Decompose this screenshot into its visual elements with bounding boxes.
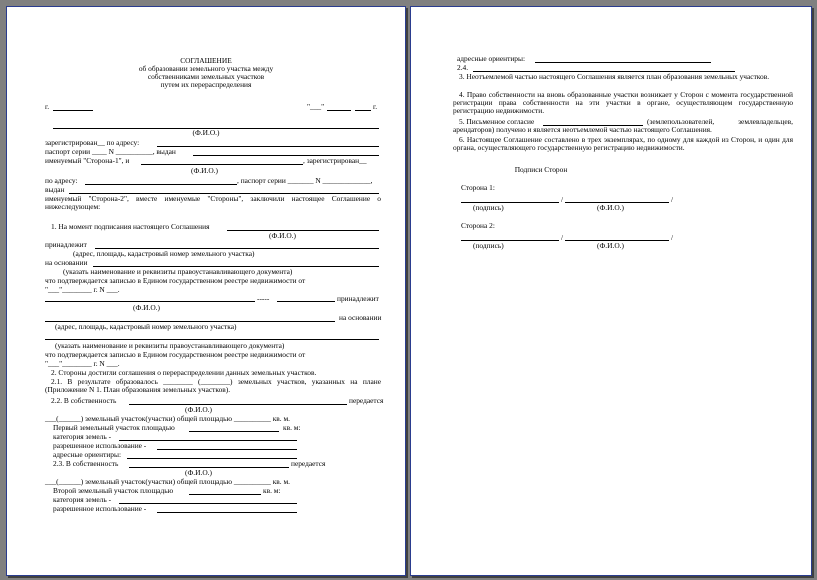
fio-note-3: (Ф.И.О.)	[269, 231, 296, 240]
second-parcel: Второй земельный участок площадью	[53, 486, 174, 495]
section-5-start: 5. Письменное согласие	[459, 117, 535, 126]
issued-label: выдан	[45, 185, 65, 194]
section-3: 3. Неотъемлемой частью настоящего Соглашения является план образования земельных участков.	[459, 72, 770, 81]
belongs-label: принадлежит	[45, 240, 87, 249]
date-quote: "___"	[307, 102, 325, 111]
address-note-2: (адрес, площадь, кадастровый номер земельного участка)	[55, 322, 237, 331]
title-line-3: собственниками земельных участков	[147, 72, 265, 81]
fio-note-5: (Ф.И.О.)	[185, 405, 212, 414]
first-area-field[interactable]	[189, 431, 279, 432]
slash-2: /	[561, 233, 564, 242]
basis-label: на основании	[45, 258, 88, 267]
allowed-use-1: разрешенное использование -	[53, 441, 147, 450]
category-2: категория земель -	[53, 495, 112, 504]
passport-label: паспорт серии ____ N __________, выдан	[45, 147, 176, 156]
allowed-use-1-field[interactable]	[157, 449, 297, 450]
basis-note-2: (указать наименование и реквизиты правоустанавливающего документа)	[55, 341, 285, 350]
owner2-field-b[interactable]	[277, 301, 335, 302]
owner2-field-a[interactable]	[45, 301, 255, 302]
slash-2b: /	[671, 233, 674, 242]
transfer-2: передается	[291, 459, 326, 468]
named-side2: именуемый "Сторона-2", вместе именуемые "Стороны", заключили настоящее Соглашение о нижеследующем:	[45, 194, 381, 212]
section-5-rest: (землепользователей, землевладельцев, арендаторов) получено и является неотъемлемой частью настоящего Соглашения.	[453, 117, 793, 135]
first-parcel: Первый земельный участок площадью	[53, 423, 175, 432]
title-line-4: путем их перераспределения	[160, 80, 252, 89]
side2-label: Сторона 2:	[461, 221, 495, 230]
parcel-count-2: ___(______) земельный участок(участки) общей площадью __________ кв. м.	[45, 477, 291, 486]
address2-label: по адресу:	[45, 176, 78, 185]
slash-1: /	[561, 195, 564, 204]
year-label: г.	[373, 102, 378, 111]
page-2	[410, 6, 812, 576]
title-line-1: СОГЛАШЕНИЕ	[180, 56, 232, 65]
date-year-field[interactable]	[355, 110, 371, 111]
side1-fio-note: (Ф.И.О.)	[597, 203, 624, 212]
category-1: категория земель -	[53, 432, 112, 441]
belongs-label-2: принадлежит	[337, 294, 379, 303]
allowed-use-2: разрешенное использование -	[53, 504, 147, 513]
slash-1b: /	[671, 195, 674, 204]
section-4: 4. Право собственности на вновь образованные участки возникает у Сторон с момента государственной регистрации права собственности на эти участки в органе, осуществляющем государственную регистрацию недвижимости.	[453, 90, 793, 116]
transfer-1: передается	[349, 396, 384, 405]
fio-note-6: (Ф.И.О.)	[185, 468, 212, 477]
section-6: 6. Настоящее Соглашение составлено в трех экземплярах, по одному для каждой из Сторон, и один для органа, осуществляющего государственную регистрацию недвижимости.	[453, 135, 793, 153]
party2-name-field[interactable]	[141, 164, 303, 165]
section-2: 2. Стороны достигли соглашения о перераспределении данных земельных участков.	[51, 368, 317, 377]
confirm-2: что подтверждается записью в Едином государственном реестре недвижимости от	[45, 350, 306, 359]
owner1-field[interactable]	[227, 230, 379, 231]
side1-label: Сторона 1:	[461, 183, 495, 192]
section-2-4: 2.4.	[457, 63, 469, 72]
second-area-field[interactable]	[189, 494, 261, 495]
city-field[interactable]	[53, 110, 93, 111]
section-1: 1. На момент подписания настоящего Соглашения	[51, 222, 210, 231]
orient-continued: адресные ориентиры:	[457, 54, 526, 63]
party1-address-field[interactable]	[157, 146, 379, 147]
title-line-2: об образовании земельного участка между	[138, 64, 274, 73]
sqm-1: кв. м:	[283, 423, 301, 432]
basis-field-2[interactable]	[45, 339, 379, 340]
side2-fio-note: (Ф.И.О.)	[597, 241, 624, 250]
orient-1-field[interactable]	[127, 458, 297, 459]
confirm-1-date: "___"________ г. N ___.	[45, 285, 120, 294]
passport2-label: , паспорт серии _______ N _____________,	[237, 176, 373, 185]
fio-note-4: (Ф.И.О.)	[133, 303, 160, 312]
basis-label-2: на основании	[339, 313, 382, 322]
page-1	[6, 6, 406, 576]
fio-note-1: (Ф.И.О.)	[192, 128, 220, 137]
orient-continued-field[interactable]	[535, 62, 711, 63]
registered-label: зарегистрирован__ по адресу:	[45, 138, 140, 147]
city-label: г.	[45, 102, 50, 111]
allowed-use-2-field[interactable]	[157, 512, 297, 513]
fio-note-2: (Ф.И.О.)	[191, 166, 218, 175]
section-2-3: 2.3. В собственность	[53, 459, 119, 468]
party2-address-field[interactable]	[85, 184, 237, 185]
recipient1-field[interactable]	[129, 404, 347, 405]
named-side1: именуемый "Сторона-1", и	[45, 156, 130, 165]
confirm-2-date: "___"________ г. N ___.	[45, 359, 120, 368]
sqm-2: кв. м:	[263, 486, 281, 495]
date-month-field[interactable]	[327, 110, 351, 111]
section-2-2: 2.2. В собственность	[51, 396, 117, 405]
dash-sep: -----	[257, 294, 270, 303]
signatures-heading: Подписи Сторон	[514, 165, 568, 174]
side1-sign-note: (подпись)	[473, 203, 504, 212]
address-note-1: (адрес, площадь, кадастровый номер земельного участка)	[73, 249, 255, 258]
registered-2: , зарегистрирован__	[303, 156, 367, 165]
confirm-1: что подтверждается записью в Едином государственном реестре недвижимости от	[45, 276, 306, 285]
orient-1: адресные ориентиры:	[53, 450, 122, 459]
section-2-1: 2.1. В результате образовалось ________ (________) земельных участков, указанных на плане (Приложение N 1. План образования земельных участков).	[45, 377, 381, 395]
parcel-count-1: ___(______) земельный участок(участки) общей площадью __________ кв. м.	[45, 414, 291, 423]
basis-note-1: (указать наименование и реквизиты правоустанавливающего документа)	[63, 267, 293, 276]
side2-sign-note: (подпись)	[473, 241, 504, 250]
